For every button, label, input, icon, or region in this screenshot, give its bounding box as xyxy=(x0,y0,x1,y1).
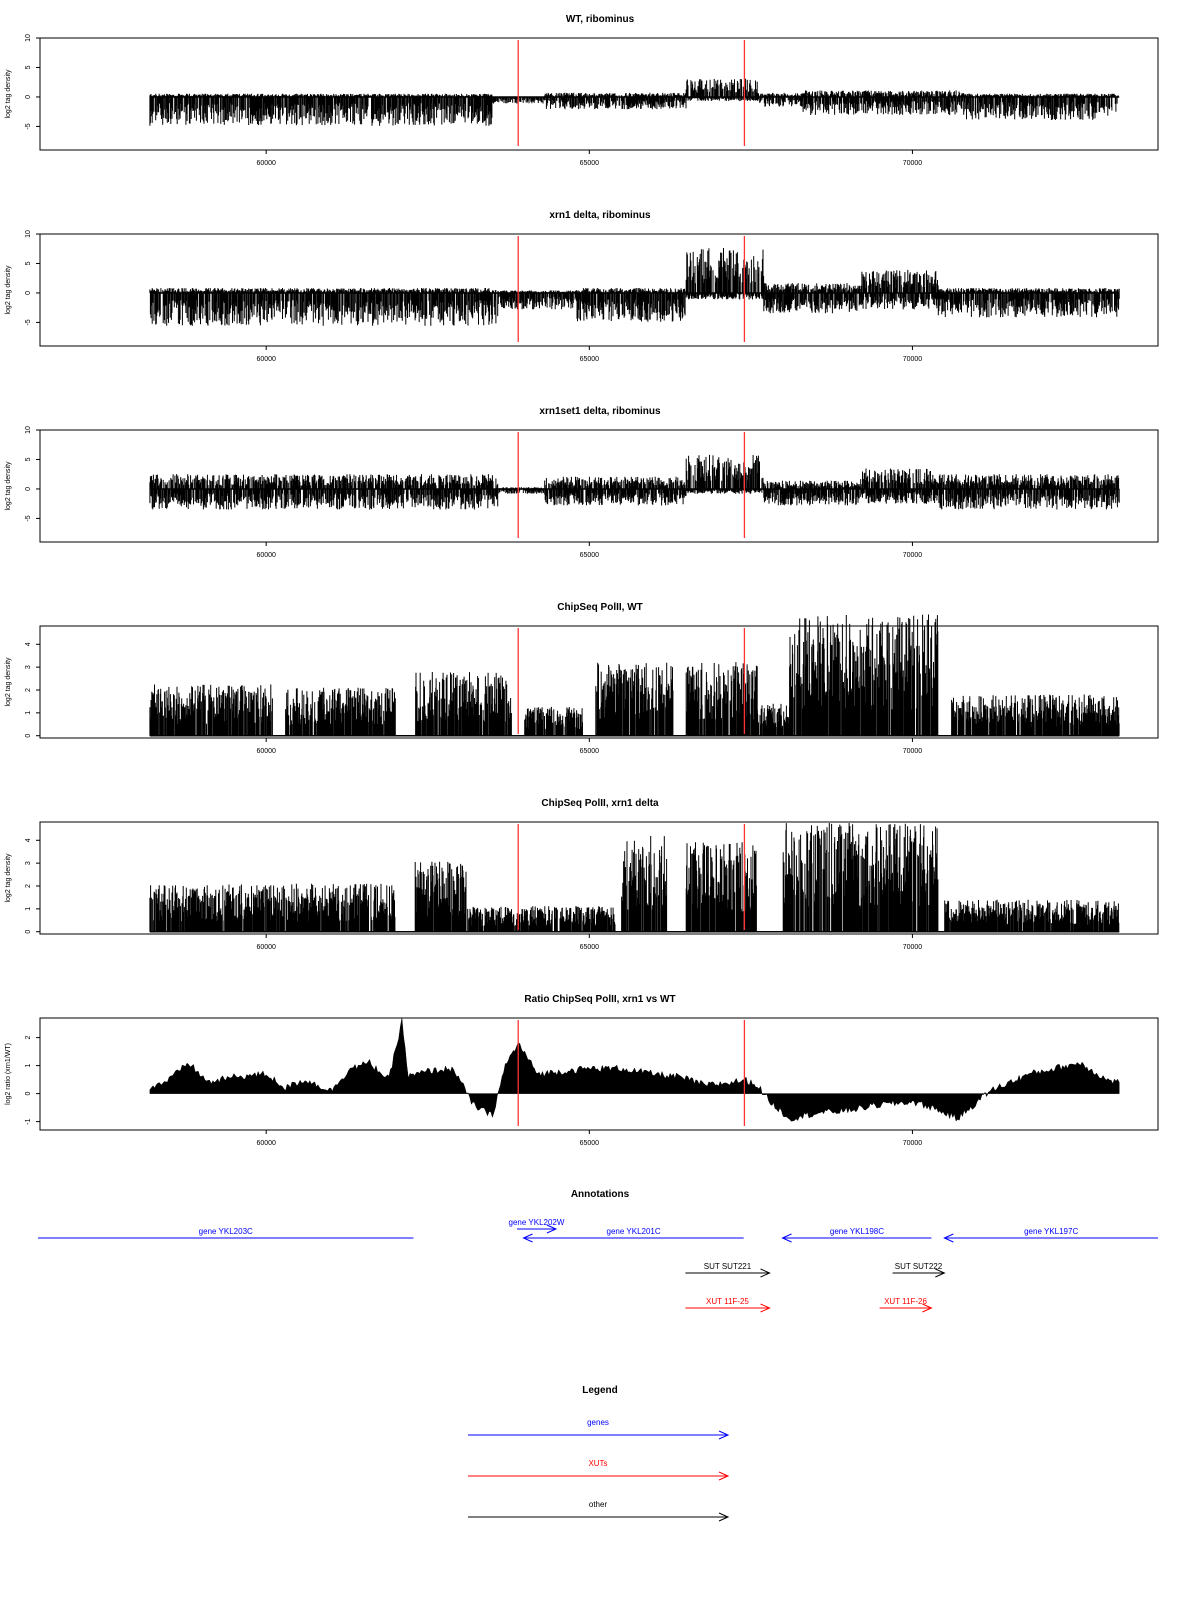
y-tick-label: 10 xyxy=(25,34,32,42)
data-series xyxy=(150,1018,1119,1121)
y-tick-label: 1 xyxy=(25,710,32,715)
signal-bars xyxy=(764,283,861,313)
panel-title: ChipSeq PolII, WT xyxy=(557,602,643,613)
x-tick-label: 65000 xyxy=(579,748,600,755)
y-axis-label: log2 tag density xyxy=(5,265,12,315)
signal-bars xyxy=(150,288,498,326)
signal-bars xyxy=(861,469,938,504)
feature-label: SUT SUT222 xyxy=(894,1262,943,1271)
feature-label: gene YKL203C xyxy=(198,1227,253,1236)
signal-bars xyxy=(757,704,789,736)
data-series xyxy=(150,823,1119,932)
signal-bars xyxy=(764,481,861,506)
signal-bars xyxy=(150,685,273,736)
x-tick-label: 70000 xyxy=(902,552,923,559)
panel-6 xyxy=(5,994,1158,1147)
x-tick-label: 70000 xyxy=(902,1140,923,1147)
y-tick-label: 2 xyxy=(25,884,32,888)
signal-bars xyxy=(576,288,685,322)
data-series xyxy=(150,248,1119,326)
data-series xyxy=(150,455,1119,510)
y-tick-label: 0 xyxy=(25,486,32,491)
signal-bars xyxy=(783,823,938,932)
y-tick-label: 0 xyxy=(25,733,32,738)
y-tick-label: 10 xyxy=(25,426,32,434)
x-tick-label: 65000 xyxy=(579,160,600,167)
signal-bars xyxy=(544,93,686,110)
y-tick-label: 2 xyxy=(25,688,32,692)
panel-title: WT, ribominus xyxy=(565,14,635,25)
signal-bars xyxy=(686,248,763,300)
y-axis-label: log2 tag density xyxy=(5,461,12,511)
signal-bars xyxy=(150,884,395,932)
annotation-feature xyxy=(685,1262,769,1277)
signal-bars xyxy=(686,842,756,931)
y-tick-label: 0 xyxy=(25,1091,32,1096)
signal-bars xyxy=(416,672,512,736)
y-tick-label: 0 xyxy=(25,290,32,295)
legend-title: Legend xyxy=(582,1385,618,1396)
y-tick-label: 5 xyxy=(25,457,32,462)
signal-bars xyxy=(622,836,667,932)
x-tick-label: 60000 xyxy=(256,748,276,755)
legend-entry xyxy=(468,1500,728,1521)
signal-bars xyxy=(945,900,1119,932)
x-tick-label: 60000 xyxy=(256,944,276,951)
x-tick-label: 60000 xyxy=(256,356,276,363)
feature-label: gene YKL202W xyxy=(508,1218,565,1227)
signal-bars xyxy=(286,688,396,736)
signal-bars xyxy=(545,477,686,506)
x-tick-label: 60000 xyxy=(256,552,276,559)
annotation-feature xyxy=(38,1227,413,1238)
y-tick-label: 5 xyxy=(25,65,32,70)
annotation-feature xyxy=(944,1227,1158,1242)
signal-bars xyxy=(150,94,492,126)
ratio-area xyxy=(150,1018,1119,1121)
y-tick-label: 4 xyxy=(25,838,32,843)
signal-bars xyxy=(468,906,615,932)
panel-1 xyxy=(5,14,1158,167)
y-axis-label: log2 tag density xyxy=(5,657,12,707)
panel-5 xyxy=(5,798,1158,951)
annotation-feature xyxy=(783,1227,932,1242)
panel-2 xyxy=(5,210,1158,363)
signal-bars xyxy=(686,455,763,494)
feature-label: gene YKL201C xyxy=(606,1227,661,1236)
signal-bars xyxy=(952,695,1120,736)
legend-panel xyxy=(468,1385,728,1521)
y-tick-label: 1 xyxy=(25,906,32,911)
signal-bars xyxy=(964,94,1118,120)
y-tick-label: 0 xyxy=(25,94,32,99)
panel-title: xrn1set1 delta, ribominus xyxy=(539,406,661,417)
signal-bars xyxy=(499,487,544,494)
signal-bars xyxy=(686,79,757,101)
legend-label: genes xyxy=(587,1418,609,1427)
legend-label: XUTs xyxy=(588,1459,608,1468)
signal-bars xyxy=(525,707,583,736)
annotations-title: Annotations xyxy=(570,1189,630,1200)
annotation-feature xyxy=(893,1262,945,1277)
panel-title: ChipSeq PolII, xrn1 delta xyxy=(541,798,659,809)
x-tick-label: 65000 xyxy=(579,552,600,559)
x-tick-label: 70000 xyxy=(902,356,923,363)
feature-label: gene YKL198C xyxy=(829,1227,885,1236)
signal-bars xyxy=(861,270,938,310)
x-tick-label: 70000 xyxy=(902,944,923,951)
signal-bars xyxy=(150,474,498,510)
y-tick-label: 4 xyxy=(25,642,32,647)
data-series xyxy=(150,79,1119,126)
annotations-panel xyxy=(38,1189,1158,1312)
x-tick-label: 65000 xyxy=(579,356,600,363)
signal-bars xyxy=(596,663,673,736)
y-tick-label: -5 xyxy=(25,515,32,522)
y-tick-label: -5 xyxy=(25,319,32,326)
y-axis-label: log2 tag density xyxy=(5,69,12,119)
x-tick-label: 70000 xyxy=(902,748,923,755)
y-tick-label: -5 xyxy=(25,123,32,130)
y-tick-label: 5 xyxy=(25,261,32,266)
y-tick-label: -1 xyxy=(25,1118,32,1125)
feature-label: SUT SUT221 xyxy=(703,1262,752,1271)
panel-4 xyxy=(5,602,1158,755)
x-tick-label: 70000 xyxy=(902,160,923,167)
y-tick-label: 0 xyxy=(25,929,32,934)
signal-bars xyxy=(938,474,1119,509)
feature-label: XUT 11F-26 xyxy=(884,1297,927,1306)
annotation-feature xyxy=(685,1297,769,1312)
data-series xyxy=(150,615,1119,736)
signal-bars xyxy=(803,90,964,115)
x-tick-label: 60000 xyxy=(256,1140,276,1147)
signal-bars xyxy=(790,615,938,736)
legend-label: other xyxy=(588,1500,608,1509)
y-tick-label: 2 xyxy=(25,1035,32,1040)
signal-bars xyxy=(686,662,757,736)
y-tick-label: 1 xyxy=(25,1063,32,1068)
y-tick-label: 10 xyxy=(25,230,32,238)
feature-label: XUT 11F-25 xyxy=(706,1297,749,1306)
y-axis-label: log2 ratio (xrn1/WT) xyxy=(5,1043,12,1105)
feature-label: gene YKL197C xyxy=(1024,1227,1079,1236)
x-tick-label: 65000 xyxy=(579,944,600,951)
signal-bars xyxy=(415,862,466,932)
y-tick-label: 3 xyxy=(25,665,32,670)
y-tick-label: 3 xyxy=(25,861,32,866)
panel-title: Ratio ChipSeq PolII, xrn1 vs WT xyxy=(524,994,676,1005)
x-tick-label: 60000 xyxy=(256,160,276,167)
y-axis-label: log2 tag density xyxy=(5,853,12,903)
annotation-feature xyxy=(509,1218,565,1233)
plot-frame xyxy=(40,38,1158,150)
legend-entry xyxy=(468,1418,728,1439)
panel-3 xyxy=(5,406,1158,559)
annotation-feature xyxy=(880,1297,932,1312)
signal-bars xyxy=(757,93,802,107)
panel-title: xrn1 delta, ribominus xyxy=(549,210,651,221)
x-tick-label: 65000 xyxy=(579,1140,600,1147)
legend-entry xyxy=(468,1459,728,1480)
